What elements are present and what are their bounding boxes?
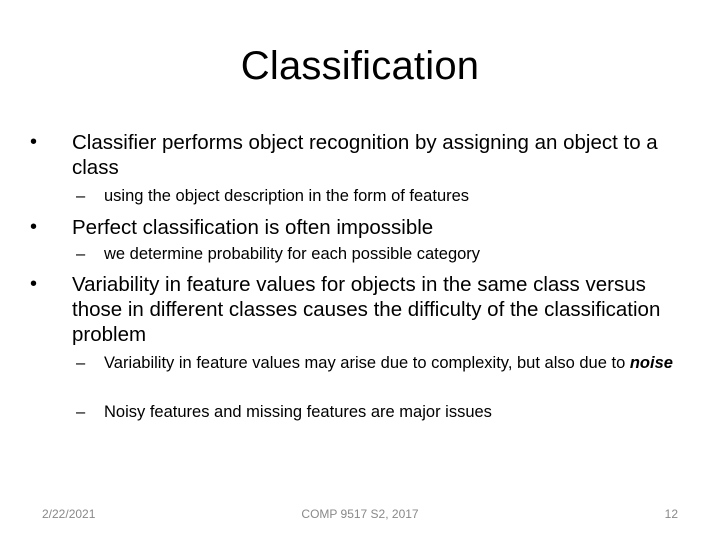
bullet-3: [30, 272, 690, 347]
footer-course: COMP 9517 S2, 2017: [301, 507, 419, 521]
sub-bullet-1-1: [76, 186, 686, 207]
sub-bullet-2-1: [76, 244, 686, 265]
bullet-text: Perfect classification is often impossible: [72, 216, 434, 239]
sub-bullet-text: using the object description in the form of features: [104, 187, 470, 205]
bullet-2: [30, 215, 690, 240]
sub-bullet-text: we determine probability for each possible category: [104, 245, 481, 263]
sub-bullet-text: Noisy features and missing features are major issues: [104, 403, 492, 421]
emphasized-word: noise: [629, 354, 673, 372]
sub-bullet-text: [104, 353, 686, 374]
bullet-text: Classifier performs object recognition by assigning an object to a class: [72, 131, 658, 179]
bullet-marker: •: [30, 273, 38, 295]
sub-bullet-marker: –: [76, 354, 86, 372]
sub-bullet-3-2: [76, 402, 686, 423]
bullet-text: Variability in feature values for objects in the same class versus those in different classes causes the difficulty of the classification problem: [72, 273, 661, 346]
sub-bullet-marker: –: [76, 187, 86, 205]
slide-title: Classification: [240, 44, 480, 88]
bullet-marker: •: [30, 131, 38, 153]
footer-page-number: 12: [664, 507, 678, 521]
footer-date: 2/22/2021: [42, 507, 96, 521]
sub-bullet-marker: –: [76, 403, 86, 421]
sub-bullet-text-main: Variability in feature values may arise due to complexity, but also due to: [104, 354, 630, 372]
sub-bullet-marker: –: [76, 245, 86, 263]
bullet-marker: •: [30, 216, 38, 238]
bullet-1: [30, 130, 690, 180]
sub-bullet-3-1: [76, 353, 686, 374]
